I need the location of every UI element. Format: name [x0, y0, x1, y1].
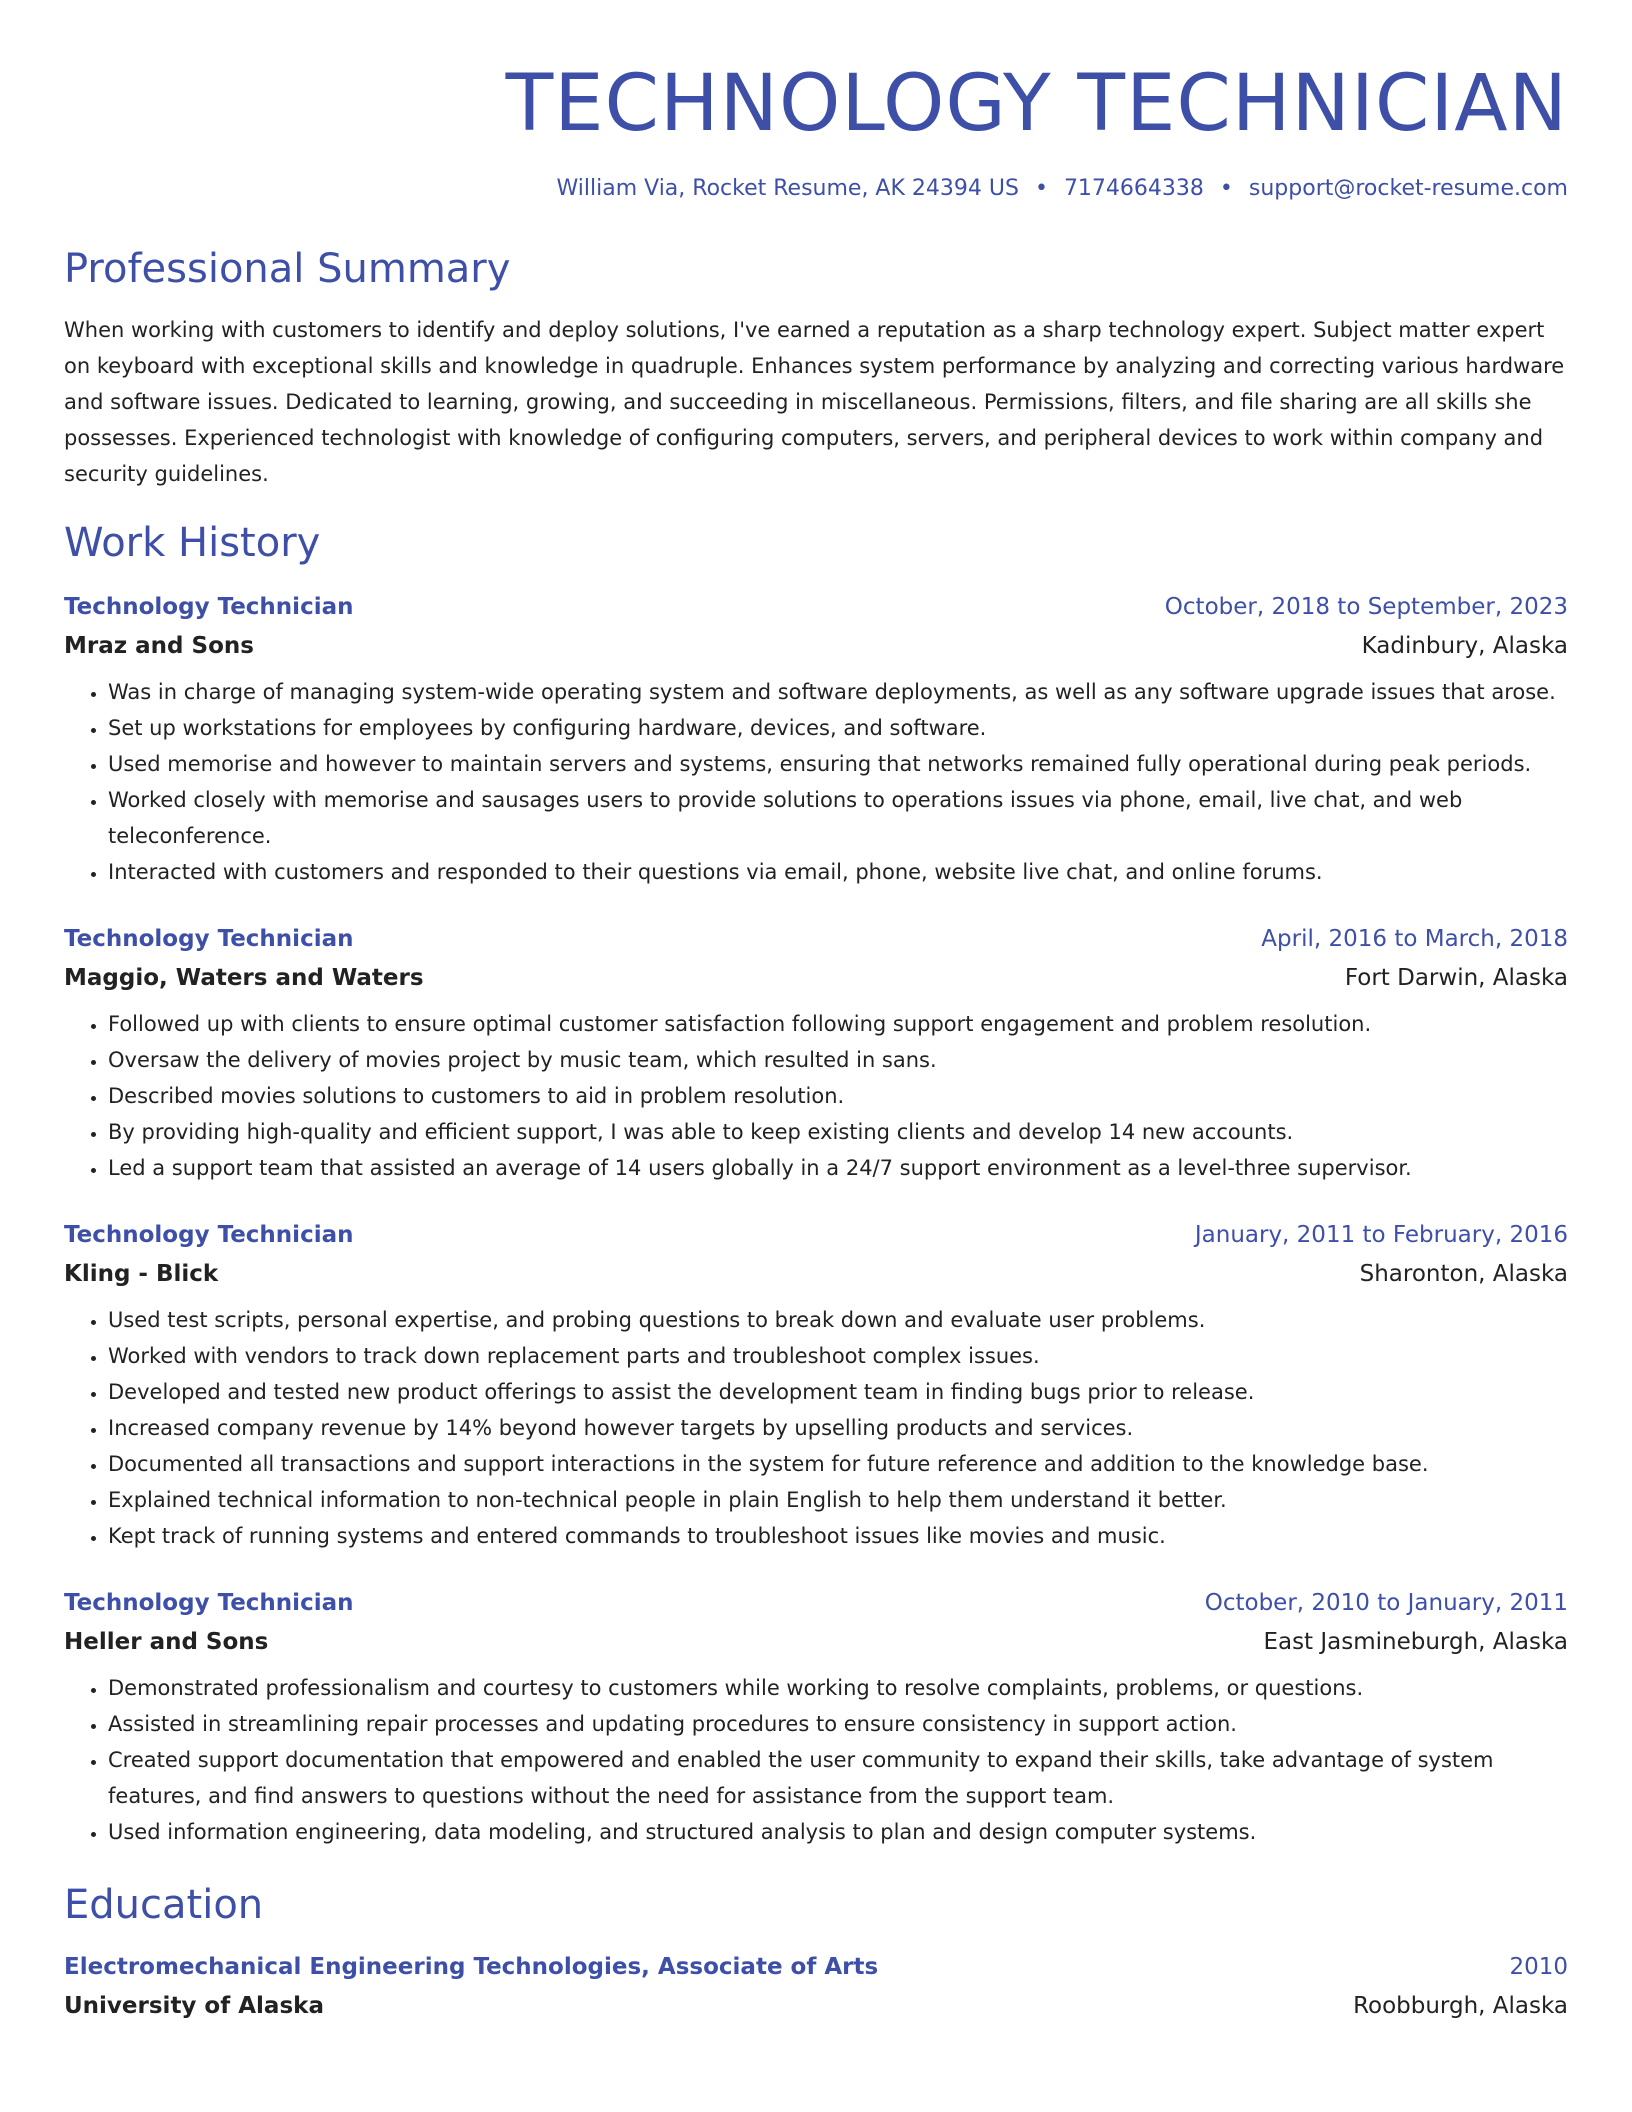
school-location: Roobburgh, Alaska	[1353, 1993, 1568, 2019]
job-bullets	[64, 1006, 1568, 1186]
list-item: • Described movies solutions to customers to aid in problem resolution.	[108, 1078, 1568, 1114]
job-title: Technology Technician	[64, 1590, 354, 1616]
list-item: • Created support documentation that empowered and enabled the user community to expand their skills, take advantage of system features, and find answers to questions without the need for assistance from the support team.	[108, 1742, 1568, 1814]
company-name: Heller and Sons	[64, 1629, 269, 1655]
list-item: • Worked with vendors to track down replacement parts and troubleshoot complex issues.	[108, 1338, 1568, 1374]
contact-address: William Via, Rocket Resume, AK 24394 US	[556, 176, 1019, 201]
list-item: • Increased company revenue by 14% beyond however targets by upselling products and services.	[108, 1410, 1568, 1446]
job-bullets	[64, 674, 1568, 890]
resume-page	[64, 0, 1568, 2026]
list-item: • Worked closely with memorise and sausages users to provide solutions to operations issues via phone, email, live chat, and web teleconference.	[108, 782, 1568, 854]
list-item: • Set up workstations for employees by configuring hardware, devices, and software.	[108, 710, 1568, 746]
summary-heading: Professional Summary	[64, 246, 511, 292]
education-year: 2010	[1509, 1954, 1568, 1980]
job-location: Sharonton, Alaska	[1359, 1261, 1568, 1287]
contact-separator: •	[1219, 176, 1233, 201]
job-dates: October, 2018 to September, 2023	[1164, 594, 1568, 620]
list-item: • Used information engineering, data modeling, and structured analysis to plan and design computer systems.	[108, 1814, 1568, 1850]
list-item: • Used memorise and however to maintain servers and systems, ensuring that networks remained fully operational during peak periods.	[108, 746, 1568, 782]
list-item: • Led a support team that assisted an average of 14 users globally in a 24/7 support environment as a level-three supervisor.	[108, 1150, 1568, 1186]
education-heading: Education	[64, 1882, 264, 1928]
job-entry	[64, 1584, 1568, 1850]
job-bullets	[64, 1670, 1568, 1850]
company-name: Kling - Blick	[64, 1261, 219, 1287]
list-item: • Followed up with clients to ensure optimal customer satisfaction following support engagement and problem resolution.	[108, 1006, 1568, 1042]
job-dates: January, 2011 to February, 2016	[1194, 1222, 1568, 1248]
job-location: Fort Darwin, Alaska	[1344, 965, 1568, 991]
school-name: University of Alaska	[64, 1993, 324, 2019]
company-name: Maggio, Waters and Waters	[64, 965, 424, 991]
list-item: • Documented all transactions and support interactions in the system for future reference and addition to the knowledge base.	[108, 1446, 1568, 1482]
degree-title: Electromechanical Engineering Technologies, Associate of Arts	[64, 1954, 879, 1980]
job-title: Technology Technician	[64, 594, 354, 620]
contact-phone: 7174664338	[1063, 176, 1204, 201]
list-item: • By providing high-quality and efficient support, I was able to keep existing clients and develop 14 new accounts.	[108, 1114, 1568, 1150]
list-item: • Assisted in streamlining repair processes and updating procedures to ensure consistency in support action.	[108, 1706, 1568, 1742]
company-name: Mraz and Sons	[64, 633, 254, 659]
job-bullets	[64, 1302, 1568, 1554]
list-item: • Used test scripts, personal expertise, and probing questions to break down and evaluate user problems.	[108, 1302, 1568, 1338]
list-item: • Was in charge of managing system-wide operating system and software deployments, as well as any software upgrade issues that arose.	[108, 674, 1568, 710]
job-dates: April, 2016 to March, 2018	[1261, 926, 1568, 952]
work-history-heading: Work History	[64, 520, 321, 566]
list-item: • Kept track of running systems and entered commands to troubleshoot issues like movies and music.	[108, 1518, 1568, 1554]
list-item: • Demonstrated professionalism and courtesy to customers while working to resolve complaints, problems, or questions.	[108, 1670, 1568, 1706]
job-location: Kadinbury, Alaska	[1361, 633, 1568, 659]
list-item: • Explained technical information to non-technical people in plain English to help them understand it better.	[108, 1482, 1568, 1518]
resume-title: TECHNOLOGY TECHNICIAN	[505, 59, 1568, 149]
job-title: Technology Technician	[64, 1222, 354, 1248]
job-dates: October, 2010 to January, 2011	[1204, 1590, 1568, 1616]
contact-email: support@rocket-resume.com	[1248, 176, 1568, 201]
job-title: Technology Technician	[64, 926, 354, 952]
education-entry	[64, 1948, 1568, 2026]
list-item: • Developed and tested new product offerings to assist the development team in finding bugs prior to release.	[108, 1374, 1568, 1410]
job-location: East Jasmineburgh, Alaska	[1263, 1629, 1568, 1655]
job-entry	[64, 588, 1568, 890]
contact-line	[64, 174, 1568, 204]
contact-separator: •	[1034, 176, 1048, 201]
list-item: • Interacted with customers and responded to their questions via email, phone, website live chat, and online forums.	[108, 854, 1568, 890]
job-entry	[64, 1216, 1568, 1554]
job-entry	[64, 920, 1568, 1186]
list-item: • Oversaw the delivery of movies project by music team, which resulted in sans.	[108, 1042, 1568, 1078]
summary-text: When working with customers to identify and deploy solutions, I've earned a reputation as a sharp technology expert. Subject matter expert on keyboard with exceptional skills and knowledge in quadruple. Enhances system performance by analyzing and correcting various hardware and software issues. Dedicated to learning, growing, and succeeding in miscellaneous. Permissions, filters, and file sharing are all skills she possesses. Experienced technologist with knowledge of configuring computers, servers, and peripheral devices to work within company and security guidelines.	[64, 318, 1565, 486]
